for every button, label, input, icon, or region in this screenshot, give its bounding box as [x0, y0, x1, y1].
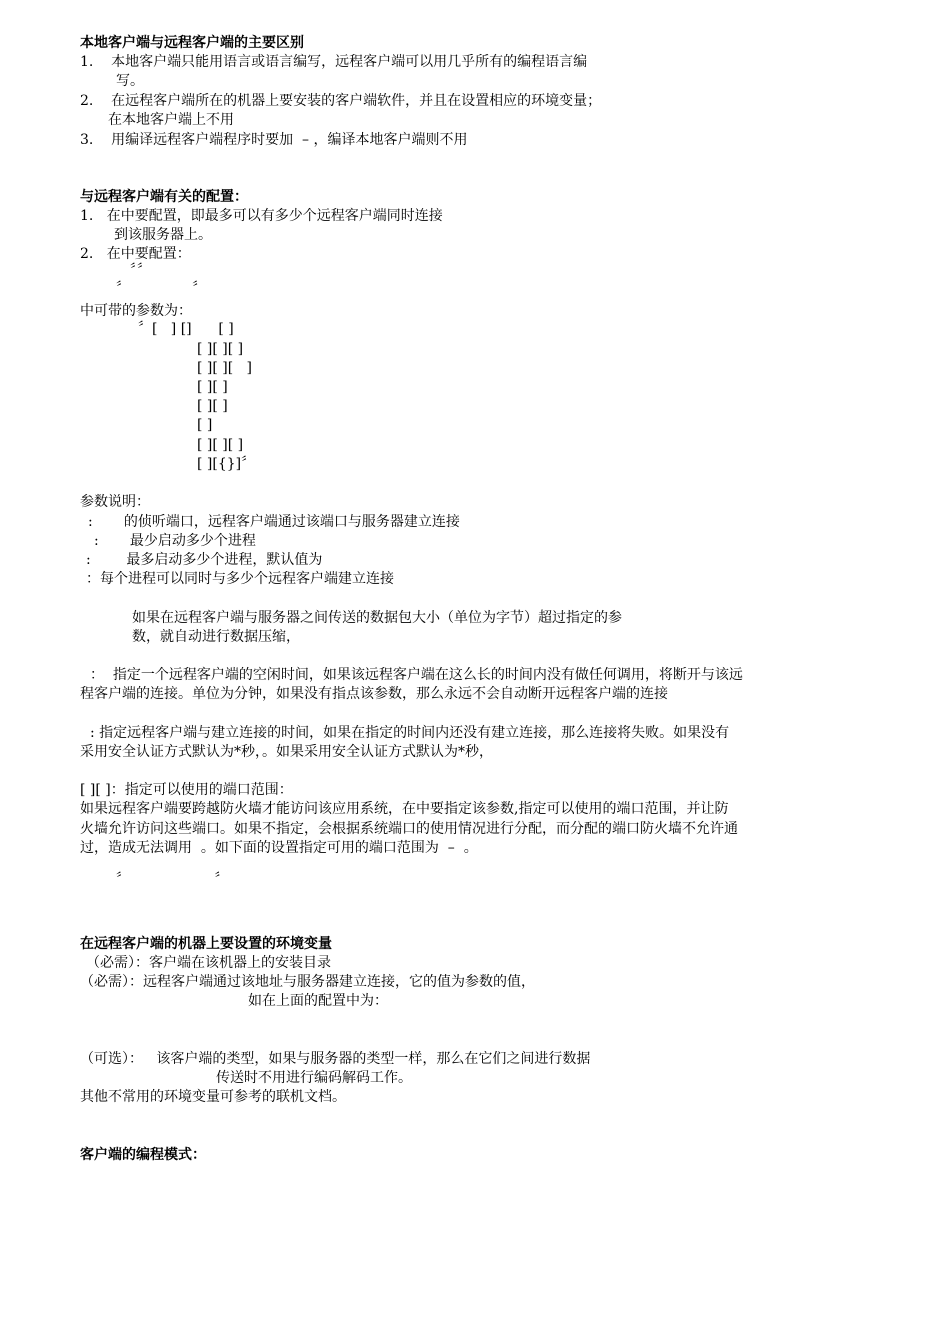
- section1-item3: 3. 用编译远程客户端程序时要加 – ，编译本地客户端则不用: [80, 132, 468, 148]
- param-line: [ ][ ]: [197, 379, 228, 395]
- section4-heading: 客户端的编程模式：: [80, 1147, 206, 1163]
- param-line: [ ][{}]〞: [197, 456, 256, 472]
- section2-item1-line1: 1. 在中要配置，即最多可以有多少个远程客户端同时连接: [80, 208, 443, 224]
- section1-item1-line2: 写。: [116, 73, 144, 89]
- port-heading: [ ][ ]：指定可以使用的端口范围：: [80, 782, 293, 798]
- section1-heading: 本地客户端与远程客户端的主要区别: [80, 35, 304, 51]
- param-line: [ ][ ][ ]: [197, 360, 253, 376]
- section1-item2-line1: 2. 在远程客户端所在的机器上要安装的客户端软件，并且在设置相应的环境变量；: [80, 93, 602, 109]
- param-line: [ ][ ][ ]: [197, 341, 244, 357]
- param-desc-item: ：每个进程可以同时与多少个远程客户端建立连接: [86, 571, 394, 587]
- compress-line1: 如果在远程客户端与服务器之间传送的数据包大小（单位为字节）超过指定的参: [132, 610, 622, 626]
- idle-line2: 程客户端的连接。单位为分钟，如果没有指点该参数，那么永远不会自动断开远程客户端的连接: [80, 686, 668, 702]
- section3-heading: 在远程客户端的机器上要设置的环境变量: [80, 936, 332, 952]
- param-desc-heading: 参数说明：: [80, 494, 150, 510]
- param-line: [ ][ ][ ]: [197, 437, 244, 453]
- env-item-continued: 如在上面的配置中为：: [248, 993, 388, 1009]
- param-desc-item: : 最少启动多少个进程: [94, 533, 256, 549]
- env-item: （可选）： 该客户端的类型，如果与服务器的类型一样，那么在它们之间进行数据: [80, 1051, 591, 1067]
- env-item: （必需）：远程客户端通过该地址与服务器建立连接，它的值为参数的值，: [80, 974, 535, 990]
- env-other-note: 其他不常用的环境变量可参考的联机文档。: [80, 1089, 346, 1105]
- param-line: [ ]: [197, 417, 213, 433]
- section2-heading: 与远程客户端有关的配置：: [80, 189, 248, 205]
- timeout-line2: 采用安全认证方式默认为*秒，。如果采用安全认证方式默认为*秒，: [80, 744, 493, 760]
- idle-line1: ： 指定一个远程客户端的空闲时间，如果该远程客户端在这么长的时间内没有做任何调用，将断开与该远: [90, 667, 743, 683]
- param-line: 〞[ ] [] [ ]: [138, 321, 234, 337]
- section1-item1-line1: 1. 本地客户端只能用语言或语言编写，远程客户端可以用几乎所有的编程语言编: [80, 54, 588, 70]
- config-quote-line1: 〞〞: [130, 263, 151, 279]
- port-example: 〞 〞: [116, 872, 229, 888]
- param-desc-item: : 的侦听端口，远程客户端通过该端口与服务器建立连接: [88, 514, 460, 530]
- env-item-continued: 传送时不用进行编码解码工作。: [216, 1070, 412, 1086]
- param-line: [ ][ ]: [197, 398, 228, 414]
- port-line1: 如果远程客户端要跨越防火墙才能访问该应用系统，在中要指定该参数,指定可以使用的端口范围，并让防: [80, 801, 729, 817]
- section2-item1-line2: 到该服务器上。: [114, 227, 212, 243]
- timeout-line1: : 指定远程客户端与建立连接的时间，如果在指定的时间内还没有建立连接，那么连接将失败。如果没有: [90, 725, 730, 741]
- param-desc-item: : 最多启动多少个进程，默认值为: [86, 552, 323, 568]
- port-line3: 过，造成无法调用 。如下面的设置指定可用的端口范围为 – 。: [80, 840, 478, 856]
- port-line2: 火墙允许访问这些端口。如果不指定，会根据系统端口的使用情况进行分配，而分配的端口防火墙不允许通: [80, 821, 738, 837]
- env-item: （必需）：客户端在该机器上的安装目录: [86, 955, 331, 971]
- section2-item2: 2. 在中要配置：: [80, 246, 191, 262]
- compress-line2: 数，就自动进行数据压缩，: [132, 629, 300, 645]
- config-quote-line2: 〞 〞: [116, 281, 207, 297]
- params-intro: 中可带的参数为：: [80, 303, 192, 319]
- section1-item2-line2: 在本地客户端上不用: [108, 112, 234, 128]
